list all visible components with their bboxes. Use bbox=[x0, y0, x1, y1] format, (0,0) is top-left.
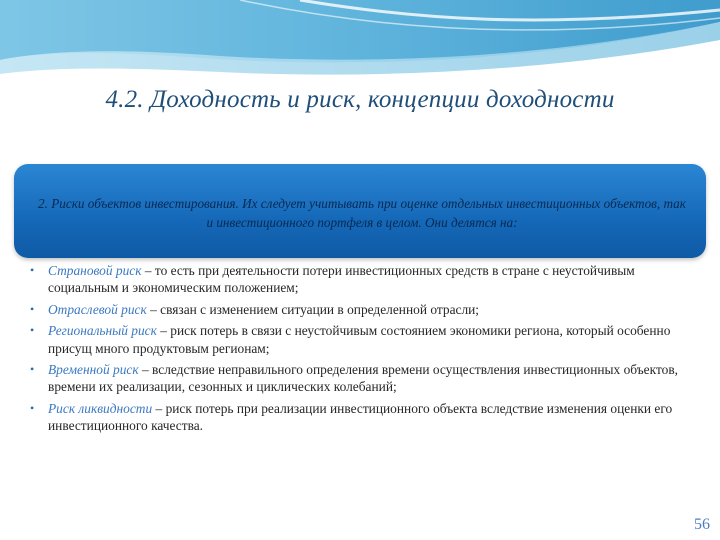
bullet-icon: • bbox=[30, 362, 35, 377]
bullet-icon: • bbox=[30, 263, 35, 277]
list-item bbox=[30, 301, 702, 318]
info-box-text: 2. Риски объектов инвестирования. Их следует учитывать при оценке отдельных инвестиционных объектов, так и инвестиционного портфеля в целом. Они делятся на: bbox=[38, 196, 686, 230]
header-wave-decoration bbox=[0, 0, 720, 90]
page-number: 56 bbox=[694, 516, 710, 533]
info-box bbox=[14, 164, 706, 258]
item-term: Временной риск bbox=[48, 362, 139, 378]
item-desc: – связан с изменением ситуации в определенной отрасли; bbox=[146, 301, 480, 317]
item-term: Страновой риск bbox=[48, 263, 142, 278]
bullet-icon: • bbox=[30, 400, 35, 415]
item-term: Региональный риск bbox=[48, 323, 157, 339]
list-item bbox=[30, 400, 702, 435]
risk-list bbox=[30, 262, 702, 439]
list-item bbox=[30, 322, 702, 357]
list-item bbox=[30, 262, 702, 297]
item-desc: – вследствие неправильного определения времени осуществления инвестиционных объектов, времени их реализации, сезонных и циклических колебаний; bbox=[48, 362, 678, 395]
item-term: Отраслевой риск bbox=[48, 301, 147, 317]
slide-title: 4.2. Доходность и риск, концепции доходности bbox=[105, 86, 615, 113]
item-desc: – риск потерь при реализации инвестиционного объекта вследствие изменения оценки его инвестиционного качества. bbox=[48, 400, 673, 434]
item-desc: – то есть при деятельности потери инвестиционных средств в стране с неустойчивым социальным и экономическим положением; bbox=[48, 263, 635, 296]
bullet-icon: • bbox=[30, 301, 35, 316]
item-term: Риск ликвидности bbox=[48, 400, 153, 416]
item-desc: – риск потерь в связи с неустойчивым состоянием экономики региона, который особенно присущ много продуктовым регионам; bbox=[48, 323, 671, 356]
bullet-icon: • bbox=[30, 323, 35, 338]
list-item bbox=[30, 361, 702, 396]
